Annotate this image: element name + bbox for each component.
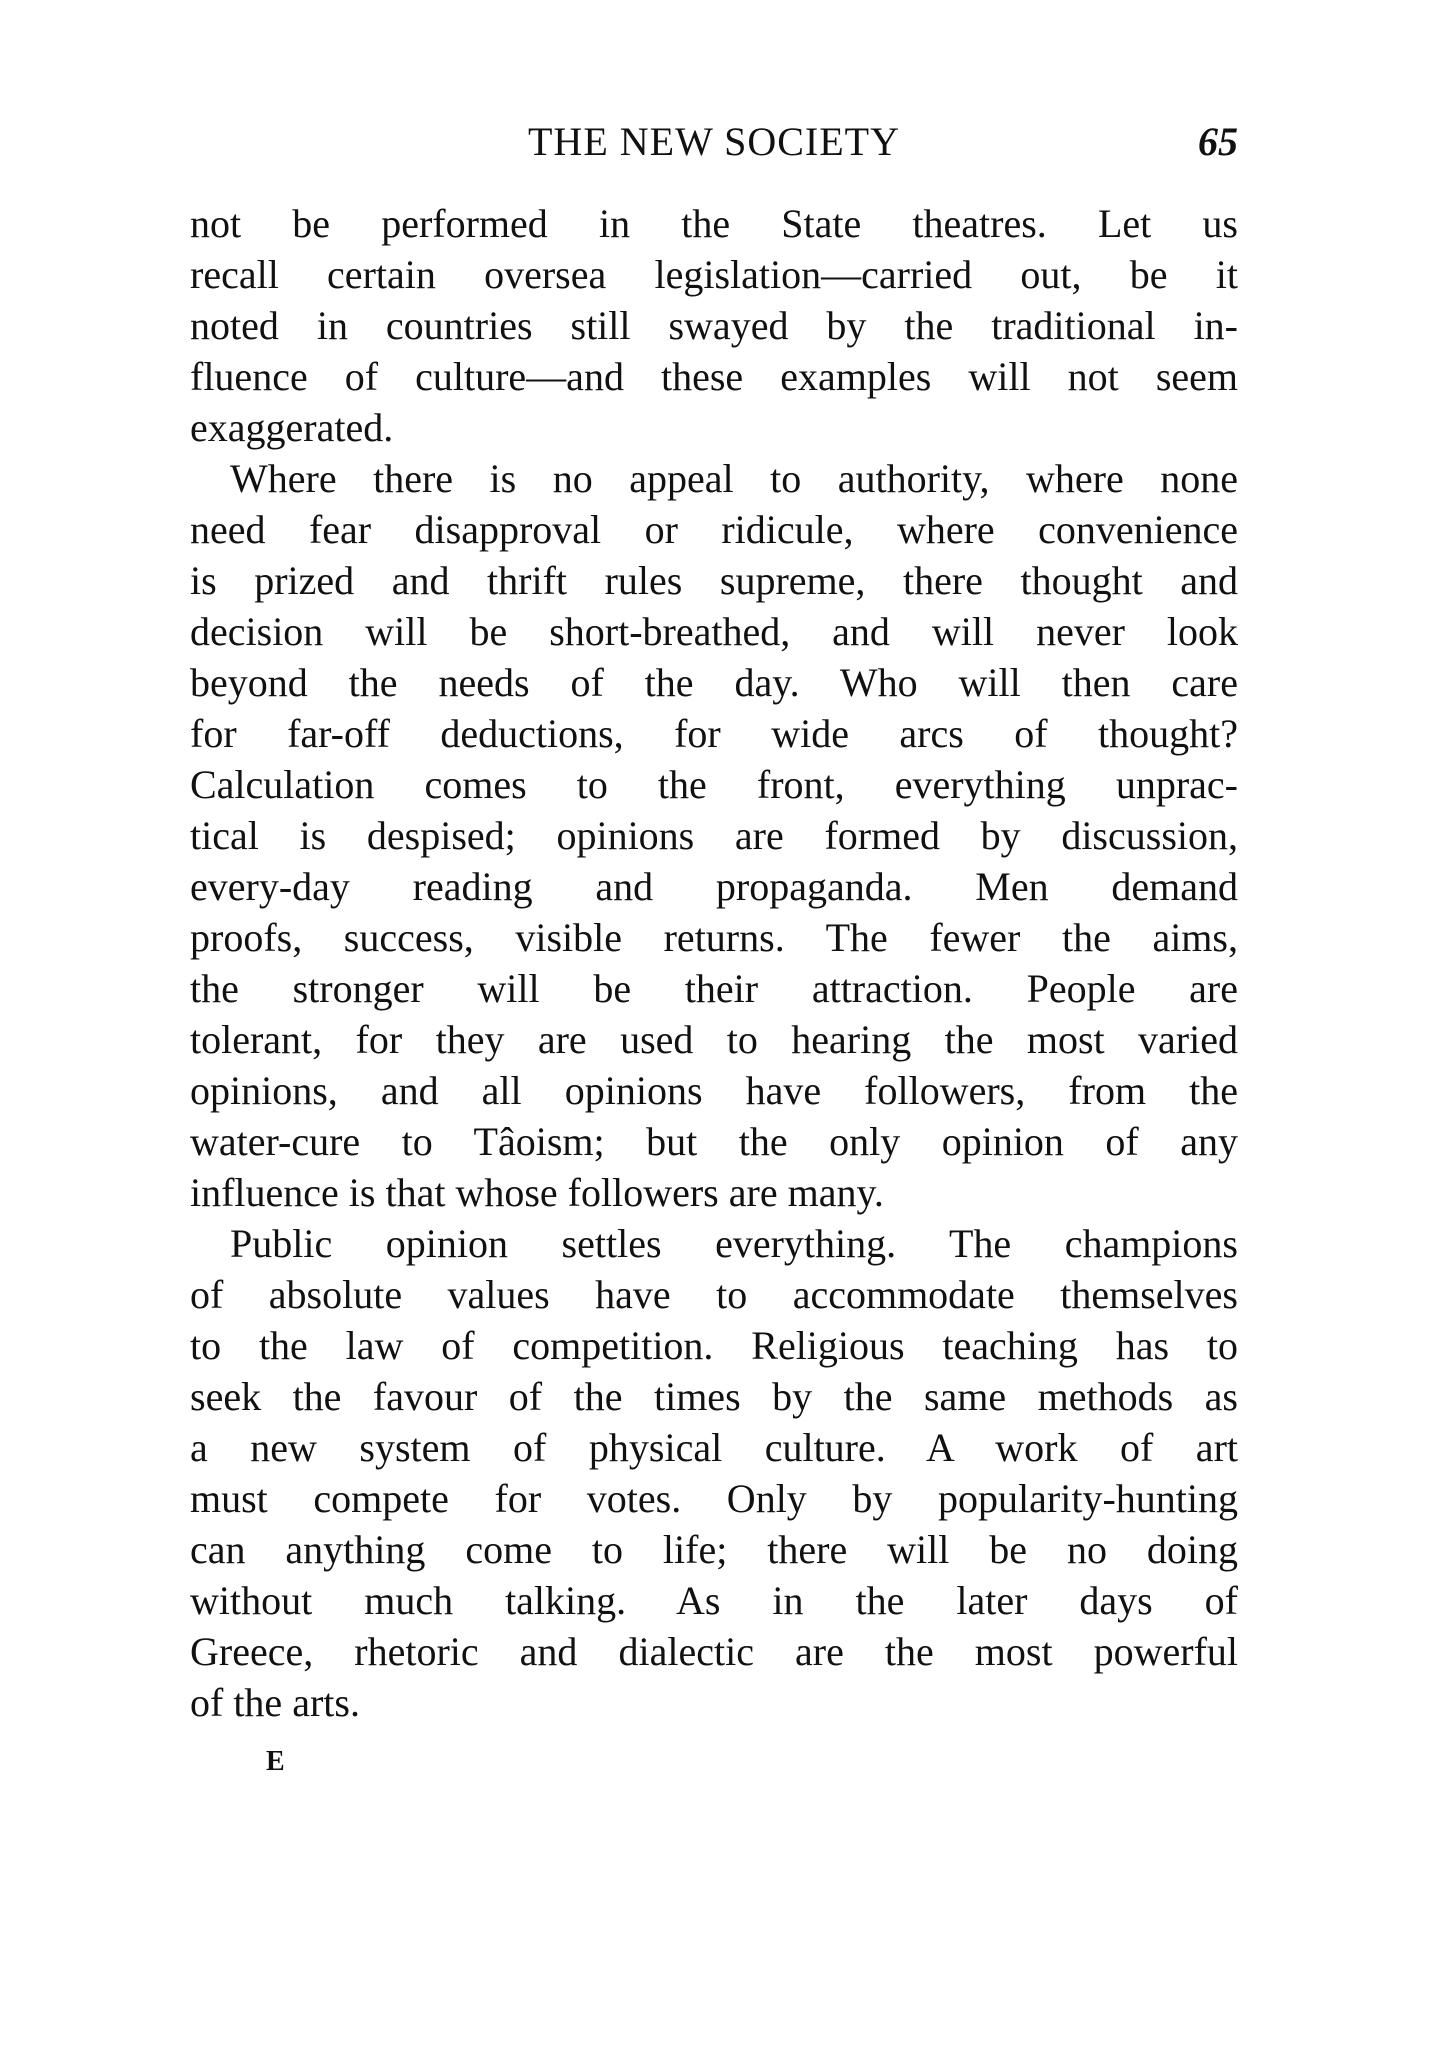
text-line: exaggerated. [190,405,394,450]
text-line: can anything come to life; there will be no doing [190,1527,1238,1572]
text-line: Calculation comes to the front, everything unprac- [190,762,1238,807]
page-number: 65 [1198,119,1238,164]
text-line: of the arts. [190,1680,360,1725]
text-line: proofs, success, visible returns. The fewer the aims, [190,915,1238,960]
text-line: seek the favour of the times by the same methods as [190,1374,1238,1419]
text-line: tolerant, for they are used to hearing the most varied [190,1017,1238,1062]
text-line: not be performed in the State theatres. Let us [190,201,1238,246]
text-line: without much talking. As in the later days of [190,1578,1238,1623]
text-line: of absolute values have to accommodate themselves [190,1272,1238,1317]
paragraph-first-line: Public opinion settles everything. The champions [230,1221,1238,1266]
text-line: must compete for votes. Only by popularity-hunting [190,1476,1238,1521]
paragraph-first-line: Where there is no appeal to authority, where none [230,456,1238,501]
text-line: noted in countries still swayed by the traditional in- [190,303,1238,348]
text-line: beyond the needs of the day. Who will then care [190,660,1238,705]
text-line: a new system of physical culture. A work of art [190,1425,1238,1470]
text-line: the stronger will be their attraction. People are [190,966,1238,1011]
text-line: decision will be short-breathed, and will never look [190,609,1238,654]
signature-mark: E [266,1746,286,1777]
text-line: opinions, and all opinions have followers, from the [190,1068,1238,1113]
text-line: fluence of culture—and these examples will not seem [190,354,1238,399]
text-line: every-day reading and propaganda. Men demand [190,864,1238,909]
running-title: THE NEW SOCIETY [528,119,900,164]
text-line: water-cure to Tâoism; but the only opinion of any [190,1119,1238,1164]
text-line: for far-off deductions, for wide arcs of thought? [190,711,1238,756]
body-text [190,198,1238,1728]
text-line: influence is that whose followers are many. [190,1170,884,1215]
text-line: Greece, rhetoric and dialectic are the most powerful [190,1629,1238,1674]
text-line: is prized and thrift rules supreme, there thought and [190,558,1238,603]
text-line: need fear disapproval or ridicule, where convenience [190,507,1238,552]
text-line: to the law of competition. Religious teaching has to [190,1323,1238,1368]
text-line: recall certain oversea legislation—carried out, be it [190,252,1238,297]
text-line: tical is despised; opinions are formed by discussion, [190,813,1238,858]
running-head [190,112,1238,172]
